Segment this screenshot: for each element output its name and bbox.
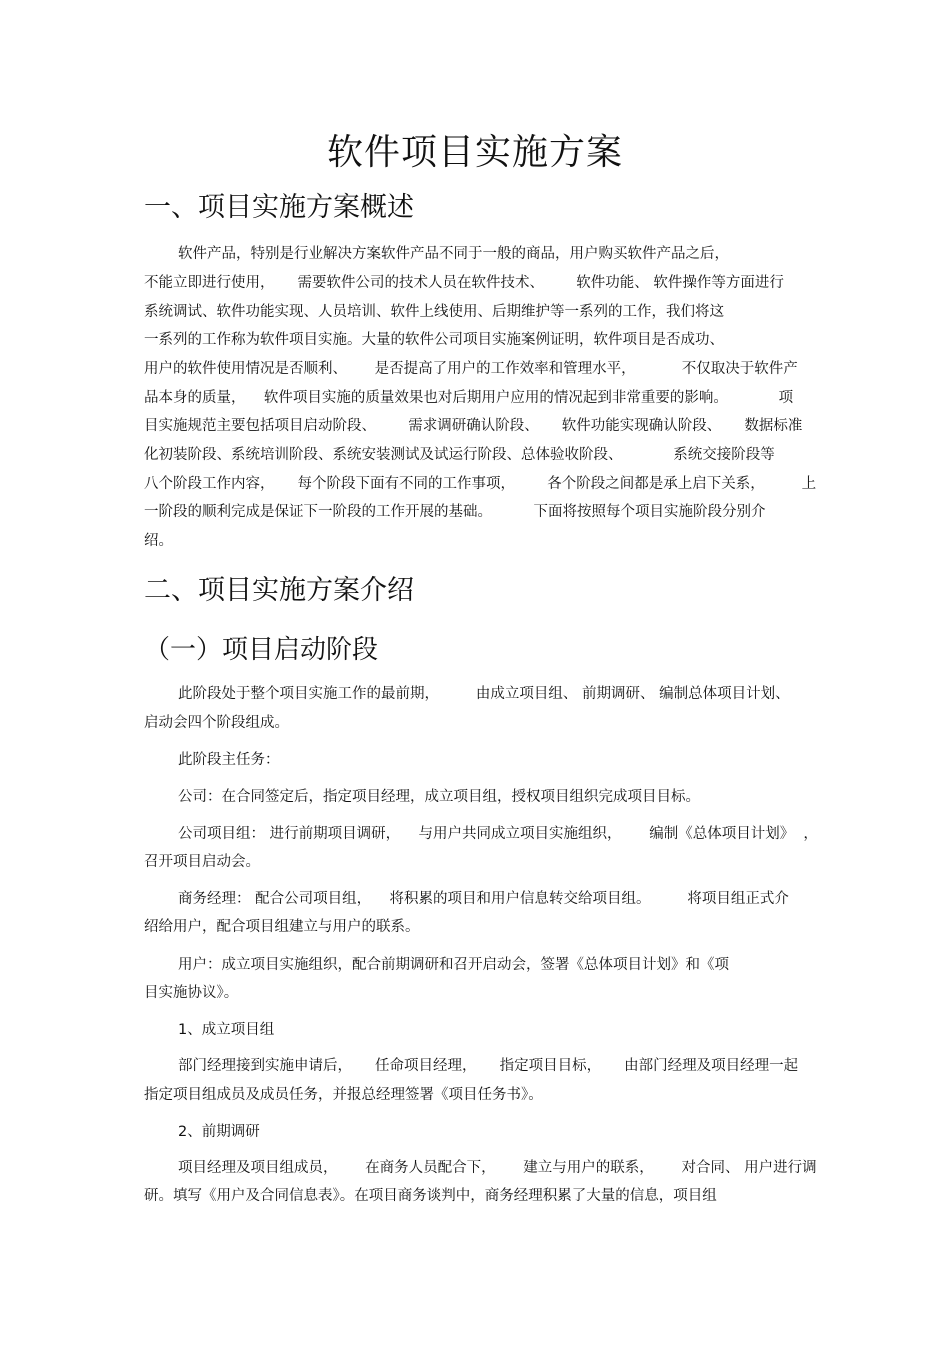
numbered-item-heading: 1、成立项目组 [178,1022,275,1038]
text-line: 此阶段处于整个项目实施工作的最前期， 由成立项目组、 前期调研、 编制总体项目计划、 [178,686,790,702]
section-heading-overview: 一、项目实施方案概述 [144,192,414,223]
text-line: 不能立即进行使用， 需要软件公司的技术人员在软件技术、 软件功能、 软件操作等方面进行 [144,275,784,291]
document-title: 软件项目实施方案 [326,132,623,173]
text-line: 八个阶段工作内容， 每个阶段下面有不同的工作事项， 各个阶段之间都是承上启下关系， 上 [144,476,817,492]
text-line: 化初装阶段、系统培训阶段、系统安装测试及试运行阶段、总体验收阶段、 系统交接阶段等 [144,447,775,463]
text-line: 公司项目组： 进行前期项目调研， 与用户共同成立项目实施组织， 编制《总体项目计划》 ， [178,826,818,842]
text-line: 此阶段主任务： [178,752,280,768]
text-line: 目实施规范主要包括项目启动阶段、 需求调研确认阶段、 软件功能实现确认阶段、 数据标准 [144,418,803,434]
text-line: 一阶段的顺利完成是保证下一阶段的工作开展的基础。 下面将按照每个项目实施阶段分别介 [144,504,766,520]
text-line: 指定项目组成员及成员任务，并报总经理签署《项目任务书》。 [144,1087,543,1103]
text-line: 一系列的工作称为软件项目实施。大量的软件公司项目实施案例证明，软件项目是否成功、 [144,332,724,348]
text-line: 启动会四个阶段组成。 [144,715,289,731]
section-heading-introduction: 二、项目实施方案介绍 [144,575,414,606]
text-line: 召开项目启动会。 [144,854,260,870]
text-line: 品本身的质量， 软件项目实施的质量效果也对后期用户应用的情况起到非常重要的影响。 项 [144,390,794,406]
text-line: 软件产品，特别是行业解决方案软件产品不同于一般的商品，用户购买软件产品之后， [178,246,729,262]
text-line: 系统调试、软件功能实现、人员培训、软件上线使用、后期维护等一系列的工作，我们将这 [144,304,724,320]
text-line: 部门经理接到实施申请后， 任命项目经理， 指定项目目标， 由部门经理及项目经理一起 [178,1058,799,1074]
text-line: 用户：成立项目实施组织，配合前期调研和召开启动会，签署《总体项目计划》和《项 [178,957,729,973]
text-line: 项目经理及项目组成员， 在商务人员配合下， 建立与用户的联系， 对合同、 用户进行调 [178,1160,817,1176]
subsection-heading-startup-phase: （一）项目启动阶段 [144,635,379,665]
text-line: 用户的软件使用情况是否顺利、 是否提高了用户的工作效率和管理水平， 不仅取决于软件产 [144,361,798,377]
text-line: 绍。 [144,533,173,549]
text-line: 研。填写《用户及合同信息表》。在项目商务谈判中，商务经理积累了大量的信息，项目组 [144,1188,717,1204]
text-line: 公司：在合同签定后，指定项目经理，成立项目组，授权项目组织完成项目目标。 [178,789,700,805]
text-line: 目实施协议》。 [144,985,239,1001]
numbered-item-heading: 2、前期调研 [178,1124,260,1140]
text-line: 绍给用户，配合项目组建立与用户的联系。 [144,919,420,935]
text-line: 商务经理： 配合公司项目组， 将积累的项目和用户信息转交给项目组。 将项目组正式介 [178,891,789,907]
